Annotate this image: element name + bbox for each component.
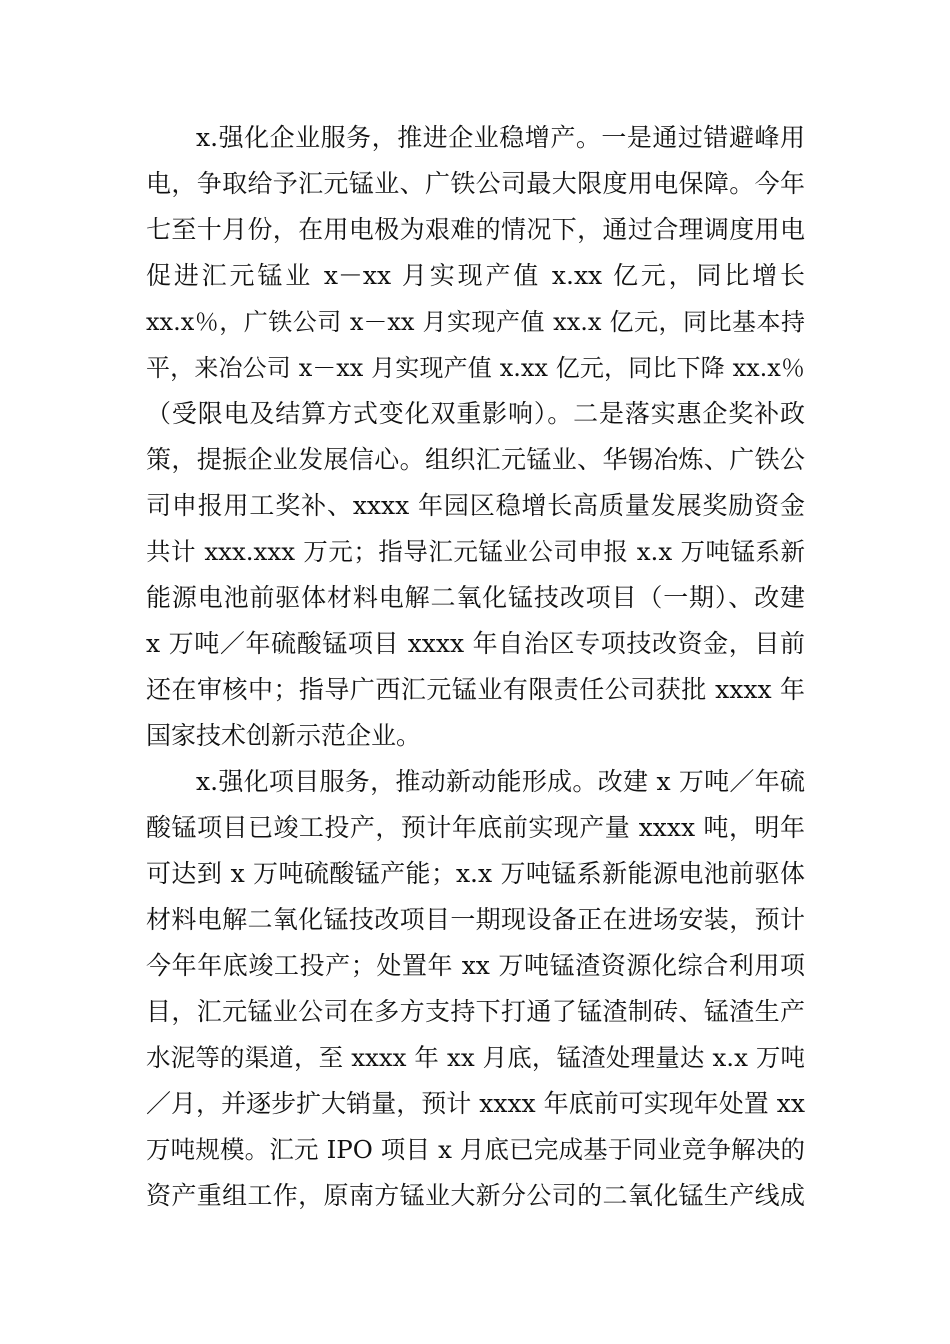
paragraph-2-line: ／月，并逐步扩大销量，预计 xxxx 年底前可实现年处置 xx: [146, 1089, 805, 1118]
paragraph-1-line: 七至十月份，在用电极为艰难的情况下，通过合理调度用电: [146, 215, 805, 244]
paragraph-1-line: 能源电池前驱体材料电解二氧化锰技改项目（一期）、改建: [146, 583, 805, 612]
paragraph-1-line: （受限电及结算方式变化双重影响）。二是落实惠企奖补政: [146, 399, 805, 428]
paragraph-1-line: 策，提振企业发展信心。组织汇元锰业、华锡冶炼、广铁公: [146, 445, 805, 474]
paragraph-1-line: 平，来冶公司 x－xx 月实现产值 x.xx 亿元，同比下降 xx.x％: [146, 354, 805, 382]
paragraph-1-line: 促进汇元锰业 x－xx 月实现产值 x.xx 亿元，同比增长: [146, 261, 805, 290]
paragraph-1-line: x 万吨／年硫酸锰项目 xxxx 年自治区专项技改资金，目前: [146, 629, 805, 658]
paragraph-1-line: 司申报用工奖补、xxxx 年园区稳增长高质量发展奖励资金: [146, 491, 805, 520]
paragraph-1-line: x.强化企业服务，推进企业稳增产。一是通过错避峰用: [196, 123, 805, 152]
paragraph-2-line: 材料电解二氧化锰技改项目一期现设备正在进场安装，预计: [146, 905, 805, 934]
paragraph-2-line: 酸锰项目已竣工投产，预计年底前实现产量 xxxx 吨，明年: [146, 813, 805, 842]
paragraph-2-line: 目，汇元锰业公司在多方支持下打通了锰渣制砖、锰渣生产: [146, 997, 805, 1026]
paragraph-2-line: 可达到 x 万吨硫酸锰产能；x.x 万吨锰系新能源电池前驱体: [146, 859, 805, 888]
paragraph-1-line: 还在审核中；指导广西汇元锰业有限责任公司获批 xxxx 年: [146, 675, 805, 704]
paragraph-1-line: 国家技术创新示范企业。: [146, 721, 422, 750]
paragraph-1-line: 电，争取给予汇元锰业、广铁公司最大限度用电保障。今年: [146, 169, 805, 198]
paragraph-1-line: xx.x％，广铁公司 x－xx 月实现产值 xx.x 亿元，同比基本持: [146, 308, 805, 336]
paragraph-2-line: x.强化项目服务，推动新动能形成。改建 x 万吨／年硫: [196, 767, 805, 796]
paragraph-1-line: 共计 xxx.xxx 万元；指导汇元锰业公司申报 x.x 万吨锰系新: [146, 537, 805, 566]
paragraph-2-line: 水泥等的渠道，至 xxxx 年 xx 月底，锰渣处理量达 x.x 万吨: [146, 1043, 805, 1072]
paragraph-2-line: 今年年底竣工投产；处置年 xx 万吨锰渣资源化综合利用项: [146, 951, 805, 980]
paragraph-2-line: 资产重组工作，原南方锰业大新分公司的二氧化锰生产线成: [146, 1181, 805, 1210]
paragraph-2-line: 万吨规模。汇元 IPO 项目 x 月底已完成基于同业竞争解决的: [146, 1135, 805, 1164]
